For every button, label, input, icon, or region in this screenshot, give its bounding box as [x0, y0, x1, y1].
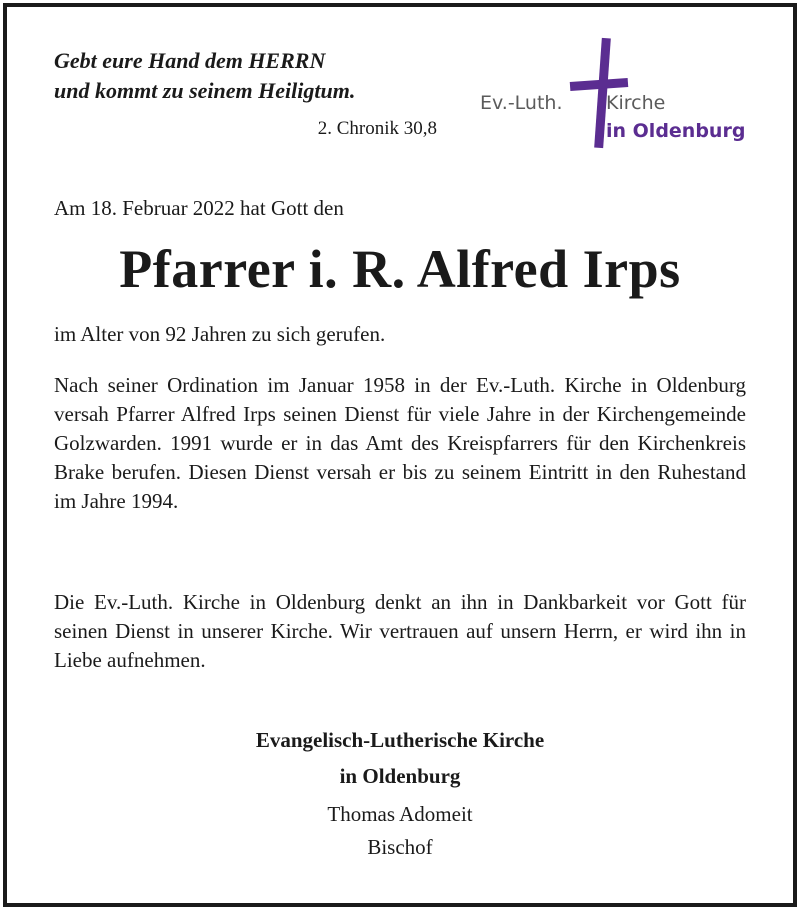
bible-verse — [54, 46, 355, 106]
signature-organization — [0, 722, 800, 794]
logo-text-left: Ev.-Luth. — [480, 92, 563, 114]
logo-text-kirche: Kirche — [606, 92, 666, 114]
org-line-1: Evangelisch-Lutherische Kirche — [255, 728, 545, 752]
verse-line-2: und kommt zu seinem Heiligtum. — [54, 78, 356, 103]
signer-name: Thomas Adomeit — [327, 802, 473, 826]
signature-person — [0, 798, 800, 864]
verse-line-1: Gebt eure Hand dem HERRN — [54, 48, 326, 73]
signer-title: Bischof — [367, 835, 433, 859]
intro-line: Am 18. Februar 2022 hat Gott den — [54, 196, 344, 220]
gratitude-paragraph: Die Ev.-Luth. Kirche in Oldenburg denkt an ihn in Dankbarkeit vor Gott für seinen Dienst in unserer Kirche. Wir vertrauen auf unsern Herrn, er wird ihn in Liebe aufnehmen. — [54, 590, 746, 672]
biography-paragraph: Nach seiner Ordination im Januar 1958 in der Ev.-Luth. Kirche in Oldenburg versah Pfarrer Alfred Irps seinen Dienst für viele Jahre in der Kirchengemeinde Golzwarden. 1991 wurde er in das Amt des Kreispfarrers für den Kirchenkreis Brake berufen. Diesen Dienst versah er bis zu seinem Eintritt in den Ruhestand im Jahre 1994. — [54, 373, 746, 513]
logo-text-oldenburg: in Oldenburg — [606, 120, 746, 142]
verse-reference: 2. Chronik 30,8 — [317, 118, 437, 139]
age-line: im Alter von 92 Jahren zu sich gerufen. — [54, 322, 386, 346]
church-logo — [478, 36, 768, 156]
deceased-name: Pfarrer i. R. Alfred Irps — [119, 239, 681, 299]
org-line-2: in Oldenburg — [339, 764, 461, 788]
